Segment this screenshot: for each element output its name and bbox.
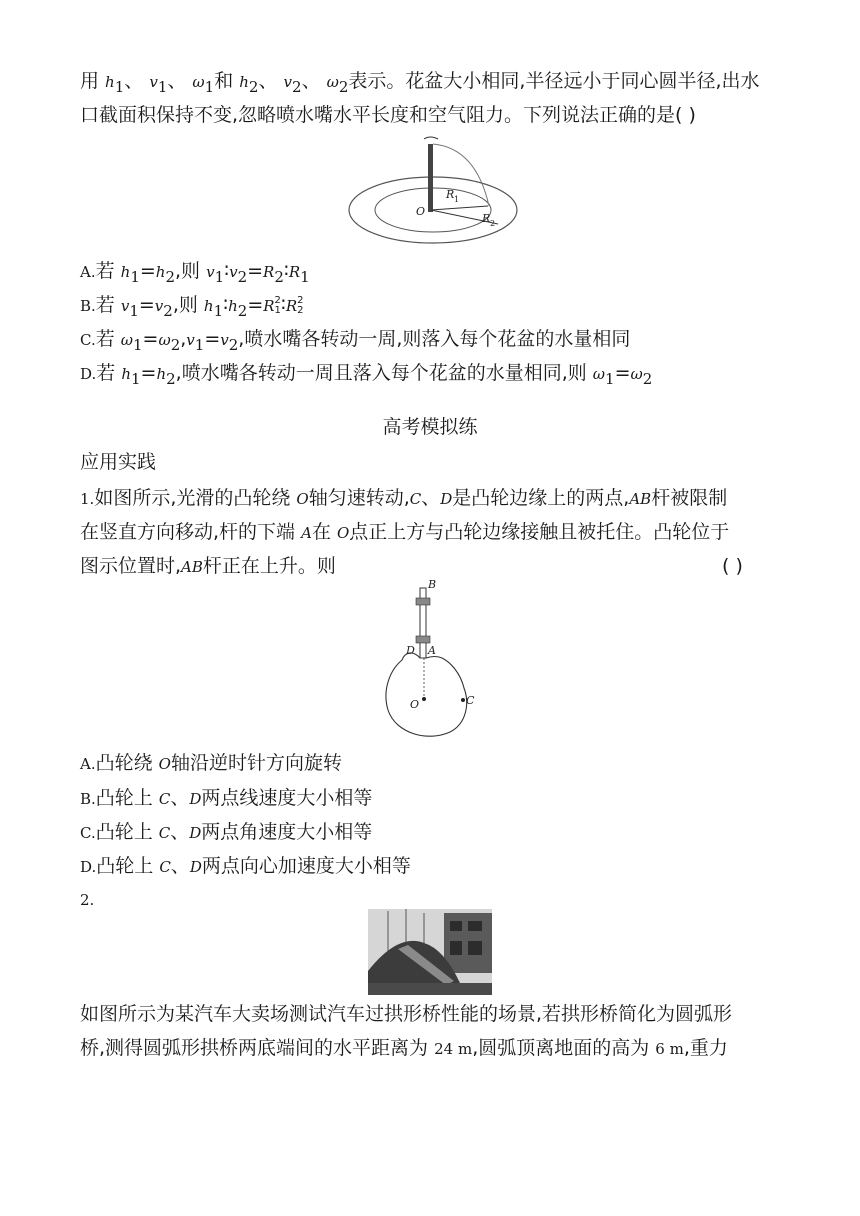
option-1-d bbox=[80, 356, 780, 396]
value-height: 6 m bbox=[655, 1040, 684, 1058]
text: 杆被限制 bbox=[651, 487, 728, 509]
q2-line-2 bbox=[80, 1031, 780, 1066]
label-r1-sub: 1 bbox=[454, 195, 460, 204]
s: R bbox=[263, 297, 275, 315]
symbol-omega: ω bbox=[326, 73, 339, 91]
s: A bbox=[301, 524, 312, 542]
s bbox=[297, 296, 303, 316]
sprinkler-pole bbox=[428, 144, 433, 212]
s: ω bbox=[630, 365, 643, 383]
cam-outline bbox=[386, 653, 467, 736]
text: 若 bbox=[95, 294, 121, 316]
label-r1: R bbox=[446, 188, 455, 201]
label-r2: R bbox=[482, 212, 491, 225]
s: ∶ bbox=[283, 260, 289, 282]
s: v bbox=[206, 263, 215, 281]
text: 凸轮上 bbox=[95, 821, 159, 843]
lower-guide bbox=[416, 636, 430, 643]
sprinkler-figure bbox=[348, 134, 524, 244]
s: 、 bbox=[421, 487, 441, 509]
s: v bbox=[186, 331, 195, 349]
text: 若 bbox=[95, 260, 121, 282]
s: R bbox=[288, 263, 301, 281]
s: 1 bbox=[300, 267, 310, 286]
text: 用 bbox=[80, 70, 106, 92]
label: D. bbox=[80, 858, 97, 876]
s: ω bbox=[158, 331, 171, 349]
q1-line-2 bbox=[80, 515, 780, 550]
rotation-arrow bbox=[424, 137, 438, 139]
s: 1 bbox=[130, 267, 140, 286]
s: = bbox=[247, 260, 264, 282]
s: C bbox=[409, 490, 422, 508]
q1-line-1 bbox=[80, 481, 780, 516]
label-r2-sub: 2 bbox=[490, 219, 496, 228]
s: = bbox=[614, 362, 631, 384]
cam-figure bbox=[380, 578, 480, 742]
value-distance: 24 m bbox=[434, 1040, 473, 1058]
text: 是凸轮边缘上的两点, bbox=[452, 487, 630, 509]
s: 1 bbox=[194, 335, 205, 354]
text: 两点线速度大小相等 bbox=[201, 787, 373, 809]
point-o bbox=[422, 697, 426, 701]
s: D bbox=[189, 858, 202, 876]
text: 凸轮上 bbox=[96, 855, 160, 877]
s: = bbox=[204, 328, 221, 350]
s: ∶ bbox=[224, 260, 230, 282]
sep: 、 bbox=[124, 70, 144, 92]
symbol-v: v bbox=[283, 73, 293, 91]
s: v bbox=[220, 331, 229, 349]
q2-line-1: 如图所示为某汽车大卖场测试汽车过拱形桥性能的场景,若拱形桥简化为圆弧形 bbox=[80, 1003, 733, 1025]
s: O bbox=[158, 755, 171, 773]
text: ,喷水嘴各转动一周且落入每个花盆的水量相同,则 bbox=[175, 362, 593, 384]
s: 2 bbox=[237, 301, 248, 320]
s: 1 bbox=[605, 369, 615, 388]
label: C. bbox=[80, 331, 96, 349]
label: A. bbox=[80, 755, 96, 773]
s: R bbox=[285, 297, 298, 315]
text: 凸轮绕 bbox=[95, 752, 159, 774]
s: O bbox=[296, 490, 309, 508]
sep: 、 bbox=[258, 70, 278, 92]
label: D. bbox=[80, 365, 97, 383]
text: 如图所示,光滑的凸轮绕 bbox=[94, 487, 297, 509]
s: O bbox=[336, 524, 350, 542]
q-number: 1. bbox=[80, 490, 95, 508]
text: 图示位置时, bbox=[80, 555, 182, 577]
s: 2 bbox=[228, 335, 239, 354]
text: 在竖直方向移动,杆的下端 bbox=[80, 521, 302, 543]
text: 两点角速度大小相等 bbox=[201, 821, 373, 843]
s: v bbox=[120, 297, 130, 315]
text: 杆正在上升。则 bbox=[202, 555, 336, 577]
text: 和 bbox=[214, 70, 240, 92]
symbol-h: h bbox=[105, 73, 115, 91]
text: 桥,测得圆弧形拱桥两底端间的水平距离为 bbox=[80, 1037, 435, 1059]
s: ω bbox=[120, 331, 133, 349]
sub: 2 bbox=[297, 304, 304, 316]
symbol-omega: ω bbox=[192, 73, 205, 91]
label-b: B bbox=[428, 578, 437, 591]
s: C bbox=[158, 824, 171, 842]
sub: 1 bbox=[204, 77, 215, 96]
label-o: O bbox=[416, 205, 426, 218]
label: B. bbox=[80, 790, 96, 808]
text: 轴沿逆时针方向旋转 bbox=[170, 752, 342, 774]
s: R bbox=[263, 263, 275, 281]
s: 1 bbox=[130, 369, 141, 388]
label: C. bbox=[80, 824, 96, 842]
s: C bbox=[158, 790, 171, 808]
answer-paren: ( ) bbox=[722, 555, 743, 577]
intro-line-2: 口截面积保持不变,忽略喷水嘴水平长度和空气阻力。下列说法正确的是( ) bbox=[80, 104, 696, 126]
option-2-d bbox=[80, 849, 780, 884]
text: 点正上方与凸轮边缘接触且被托住。凸轮位于 bbox=[349, 521, 730, 543]
s: ∶ bbox=[223, 294, 229, 316]
s: AB bbox=[181, 558, 203, 576]
s: 2 bbox=[237, 267, 248, 286]
text: 若 bbox=[96, 362, 122, 384]
window-3 bbox=[450, 941, 462, 955]
s: ∶ bbox=[280, 294, 286, 316]
s: ω bbox=[592, 365, 606, 383]
sup: 2 bbox=[297, 294, 304, 306]
window-4 bbox=[468, 941, 482, 955]
s: 2 bbox=[166, 369, 176, 388]
sep: 、 bbox=[167, 70, 187, 92]
text: 凸轮上 bbox=[95, 787, 159, 809]
window-2 bbox=[468, 921, 482, 931]
label-a: A bbox=[428, 644, 436, 657]
s: v bbox=[154, 297, 164, 315]
label: A. bbox=[80, 263, 96, 281]
s: D bbox=[189, 824, 202, 842]
sup: 2 bbox=[274, 294, 281, 306]
s: 2 bbox=[163, 301, 173, 320]
s: h bbox=[155, 263, 166, 281]
s: h bbox=[156, 365, 167, 383]
upper-guide bbox=[416, 598, 430, 605]
s: h bbox=[203, 297, 214, 315]
text: 表示。花盆大小相同,半径远小于同心圆半径,出水 bbox=[348, 70, 760, 92]
symbol-v: v bbox=[149, 73, 158, 91]
s: 2 bbox=[170, 335, 181, 354]
s: D bbox=[440, 490, 453, 508]
s: 、 bbox=[170, 855, 190, 877]
sub: 2 bbox=[248, 77, 259, 96]
sep: 、 bbox=[301, 70, 321, 92]
s: = bbox=[138, 294, 155, 316]
s: = bbox=[140, 362, 157, 384]
text: ,喷水嘴各转动一周,则落入每个花盆的水量相同 bbox=[238, 328, 631, 350]
s: AB bbox=[629, 490, 652, 508]
s: v bbox=[229, 263, 238, 281]
sub: 1 bbox=[114, 77, 125, 96]
point-c bbox=[461, 698, 465, 702]
text: ,则 bbox=[172, 294, 204, 316]
s: 1 bbox=[214, 267, 225, 286]
s: 1 bbox=[213, 301, 224, 320]
s: 、 bbox=[170, 821, 190, 843]
text: 在 bbox=[311, 521, 337, 543]
s: 、 bbox=[170, 787, 190, 809]
label-c: C bbox=[466, 694, 475, 707]
s: h bbox=[121, 365, 131, 383]
s: 2 bbox=[274, 267, 284, 286]
s: 1 bbox=[133, 335, 143, 354]
water-arc bbox=[433, 144, 489, 206]
text: 轴匀速转动, bbox=[308, 487, 410, 509]
symbol-h: h bbox=[239, 73, 249, 91]
s: D bbox=[189, 790, 202, 808]
sub: 1 bbox=[274, 304, 281, 316]
text: ,圆弧顶离地面的高为 bbox=[472, 1037, 656, 1059]
s: = bbox=[142, 328, 159, 350]
arch-bridge-photo bbox=[368, 909, 492, 995]
radius-1 bbox=[431, 206, 488, 210]
sub: 2 bbox=[292, 77, 302, 96]
s: , bbox=[180, 328, 187, 350]
s: 2 bbox=[642, 369, 653, 388]
sub: 2 bbox=[338, 77, 349, 96]
section-title: 高考模拟练 bbox=[382, 416, 478, 438]
s: C bbox=[159, 858, 171, 876]
s: 2 bbox=[165, 267, 176, 286]
text: ,则 bbox=[175, 260, 207, 282]
label-d: D bbox=[406, 644, 415, 657]
sub-title: 应用实践 bbox=[80, 451, 157, 473]
sub: 1 bbox=[157, 77, 168, 96]
s: = bbox=[139, 260, 156, 282]
q-number: 2. bbox=[80, 891, 95, 909]
label-o2: O bbox=[410, 698, 420, 711]
window-1 bbox=[450, 921, 462, 931]
option-2-c bbox=[80, 815, 780, 850]
s: = bbox=[247, 294, 264, 316]
label: B. bbox=[80, 297, 96, 315]
ground bbox=[368, 983, 492, 995]
s: h bbox=[120, 263, 131, 281]
text: 若 bbox=[95, 328, 121, 350]
option-2-b bbox=[80, 781, 780, 816]
s: 1 bbox=[129, 301, 139, 320]
s: h bbox=[228, 297, 238, 315]
option-2-a bbox=[80, 746, 780, 781]
text: 两点向心加速度大小相等 bbox=[201, 855, 411, 877]
text: ,重力 bbox=[683, 1037, 728, 1059]
